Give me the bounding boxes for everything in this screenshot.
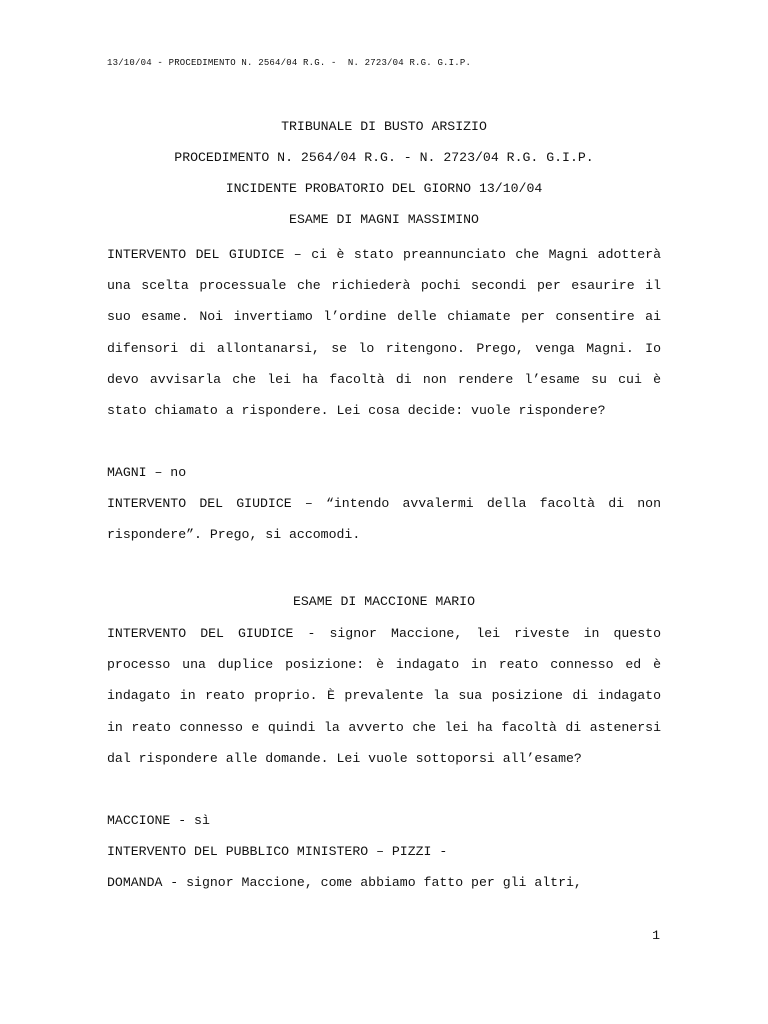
paragraph-judge-intro-magni: INTERVENTO DEL GIUDICE – ci è stato preannunciato che Magni adotterà una scelta processuale che richiederà pochi secondi per esaurire il suo esame. Noi invertiamo l’ordine delle chiamate per consentire ai difensori di allontanarsi, se lo ritengono. Prego, venga Magni. Io devo avvisarla che lei ha facoltà di non rendere l’esame su cui è stato chiamato a rispondere. Lei cosa decide: vuole rispondere?	[107, 247, 661, 419]
paragraph-judge-intro-maccione: INTERVENTO DEL GIUDICE - signor Maccione, lei riveste in questo processo una duplice posizione: è indagato in reato connesso ed è indagato in reato proprio. È prevalente la sua posizione di indagato in reato connesso e quindi la avverto che lei ha facoltà di astenersi dal rispondere alle domande. Lei vuole sottoporsi all’esame?	[107, 626, 661, 766]
court-title: TRIBUNALE DI BUSTO ARSIZIO	[281, 119, 487, 134]
running-header: 13/10/04 - PROCEDIMENTO N. 2564/04 R.G. - N. 2723/04 R.G. G.I.P.	[107, 58, 472, 68]
page-number: 1	[652, 928, 660, 943]
section-heading-magni: ESAME DI MAGNI MASSIMINO	[289, 212, 479, 227]
paragraph-maccione-answer: MACCIONE - sì	[107, 813, 210, 828]
paragraph-magni-answer: MAGNI – no	[107, 465, 187, 480]
paragraph-prosecutor-intervention: INTERVENTO DEL PUBBLICO MINISTERO – PIZZI -	[107, 844, 448, 859]
paragraph-question: DOMANDA - signor Maccione, come abbiamo fatto per gli altri,	[107, 875, 582, 890]
section-heading-maccione: ESAME DI MACCIONE MARIO	[292, 594, 476, 609]
paragraph-judge-closing-magni: INTERVENTO DEL GIUDICE – “intendo avvalermi della facoltà di non rispondere”. Prego, si accomodi.	[107, 496, 661, 543]
proceeding-number: PROCEDIMENTO N. 2564/04 R.G. - N. 2723/04 R.G. G.I.P.	[174, 150, 594, 165]
hearing-title: INCIDENTE PROBATORIO DEL GIORNO 13/10/04	[225, 181, 543, 196]
